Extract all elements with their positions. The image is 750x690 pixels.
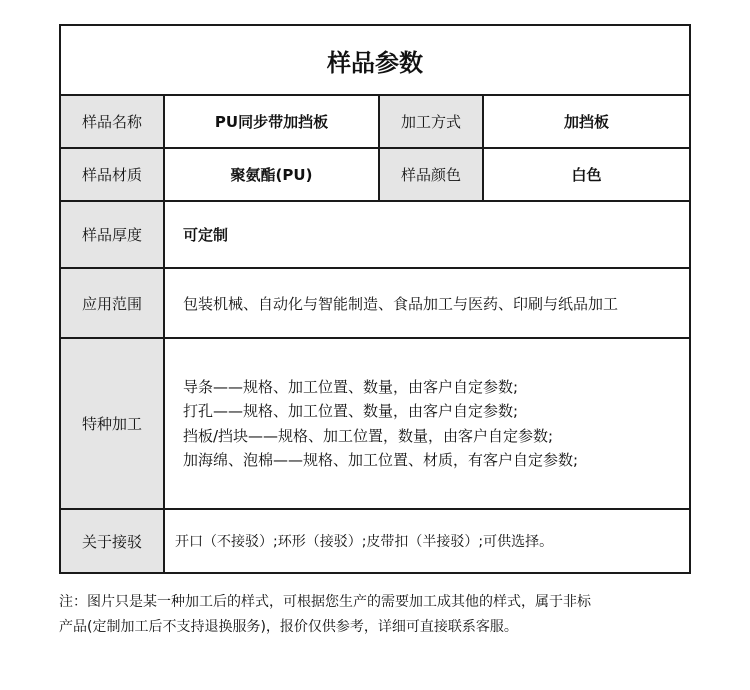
special-processing-line: 导条——规格、加工位置、数量，由客户自定参数; xyxy=(183,377,519,396)
label-sample-color: 样品颜色 xyxy=(380,149,484,200)
label-sample-thickness: 样品厚度 xyxy=(61,202,165,267)
value-sample-color: 白色 xyxy=(571,166,602,184)
special-processing-line: 加海绵、泡棉——规格、加工位置、材质，有客户自定参数; xyxy=(183,451,579,469)
row-sample-name xyxy=(61,96,689,149)
label-sample-material: 样品材质 xyxy=(61,149,165,200)
label-sample-name: 样品名称 xyxy=(61,96,165,147)
value-sample-thickness: 可定制 xyxy=(183,226,229,244)
footnote-line-1: 注：图片只是某一种加工后的样式，可根据您生产的需要加工成其他的样式，属于非标 xyxy=(59,594,591,610)
row-joint-options xyxy=(61,510,689,572)
label-application-range: 应用范围 xyxy=(61,269,165,337)
row-special-processing xyxy=(61,339,689,510)
row-application-range xyxy=(61,269,689,339)
special-processing-line: 挡板/挡块——规格、加工位置，数量，由客户自定参数; xyxy=(183,426,554,445)
sample-params-table xyxy=(59,24,691,574)
footnote xyxy=(59,590,699,640)
special-processing-line: 打孔——规格、加工位置、数量，由客户自定参数; xyxy=(183,402,519,420)
value-application-range: 包装机械、自动化与智能制造、食品加工与医药、印刷与纸品加工 xyxy=(183,294,619,313)
value-process-method: 加挡板 xyxy=(563,113,609,131)
row-sample-thickness xyxy=(61,202,689,269)
row-sample-material xyxy=(61,149,689,202)
footnote-line-2: 产品(定制加工后不支持退换服务)，报价仅供参考，详细可直接联系客服。 xyxy=(59,619,518,635)
label-joint-options: 关于接驳 xyxy=(61,510,165,572)
value-joint-options: 开口（不接驳）;环形（接驳）;皮带扣（半接驳）;可供选择。 xyxy=(175,534,554,550)
label-process-method: 加工方式 xyxy=(380,96,484,147)
table-title: 样品参数 xyxy=(61,26,689,96)
value-sample-name: PU同步带加挡板 xyxy=(165,96,380,147)
value-sample-material: 聚氨酯(PU) xyxy=(165,149,380,200)
value-special-processing xyxy=(165,339,689,508)
label-special-processing: 特种加工 xyxy=(61,339,165,508)
